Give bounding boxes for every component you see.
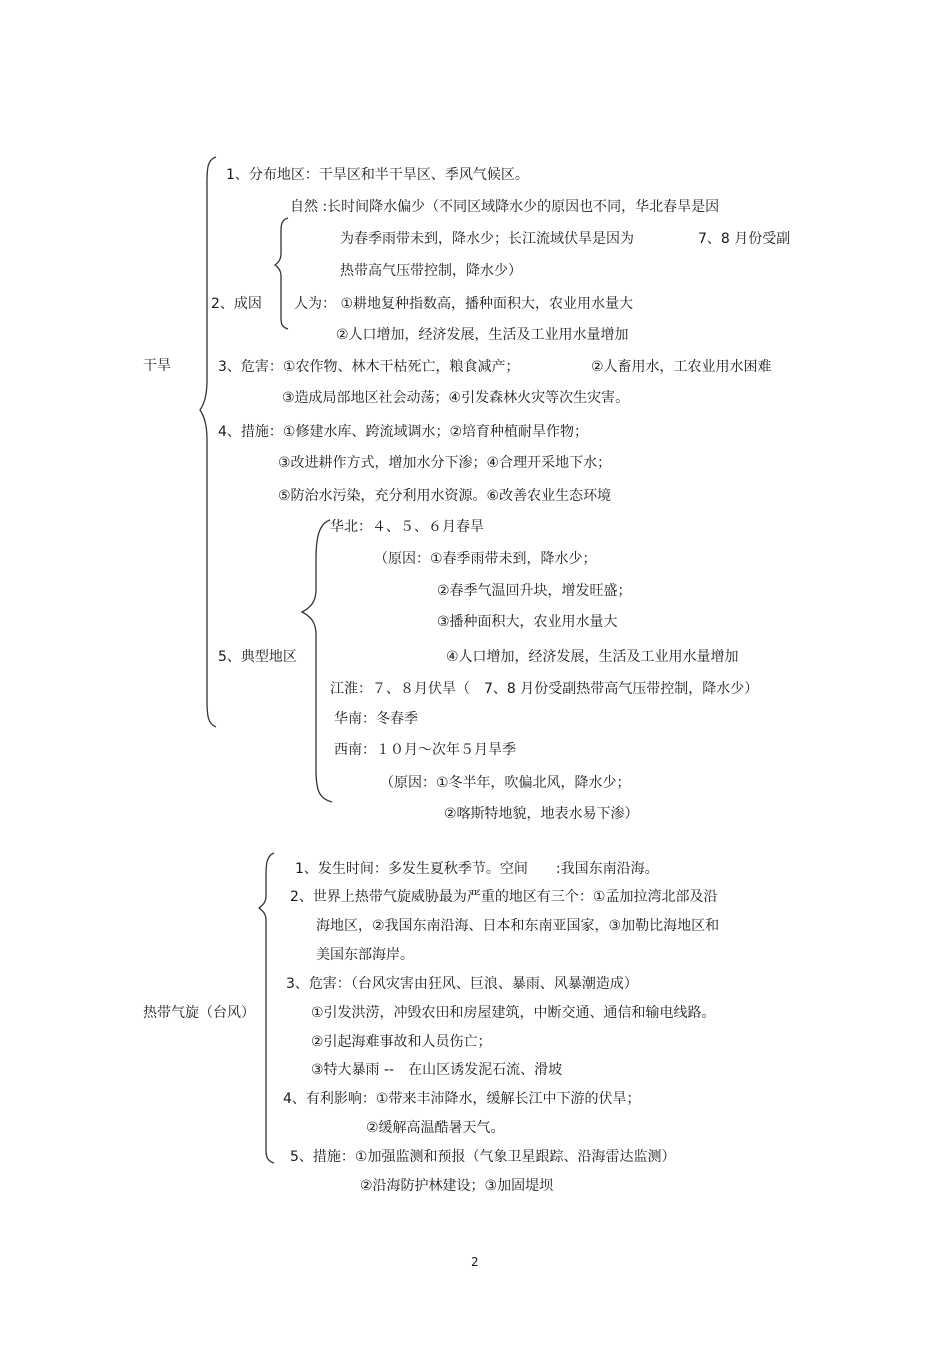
typhoon-measure-line1: 5、措施：①加强监测和预报（气象卫星跟踪、沿海雷达监测） [290, 1149, 676, 1165]
page-number: 2 [471, 1255, 479, 1269]
drought-harm-line1b: ②人畜用水，工农业用水困难 [591, 359, 772, 375]
drought-region-label: 5、典型地区 [218, 649, 297, 665]
typhoon-world-line1: 2、世界上热带气旋威胁最为严重的地区有三个：①孟加拉湾北部及沿 [290, 889, 718, 905]
drought-nature-line1: 自然 :长时间降水偏少（不同区域降水少的原因也不同，华北春旱是因 [290, 199, 720, 215]
typhoon-title: 热带气旋（台风） [143, 1005, 255, 1021]
typhoon-time-line: 1、发生时间：多发生夏秋季节。空间 :我国东南沿海。 [295, 861, 659, 877]
typhoon-measure-line2: ②沿海防护林建设；③加固堤坝 [360, 1178, 554, 1194]
cause-brace [275, 218, 288, 329]
drought-jianghuai-line: 江淮：７、８月伏旱（ 7、8 月份受副热带高气压带控制，降水少） [330, 681, 759, 697]
drought-south-line: 华南：冬春季 [334, 711, 418, 727]
drought-north-reason3: ③播种面积大，农业用水量大 [437, 614, 618, 630]
drought-north-line: 华北：４、５、６月春旱 [330, 519, 484, 535]
typhoon-brace [259, 853, 274, 1163]
typhoon-harm3: ③特大暴雨 -- 在山区诱发泥石流、滑坡 [311, 1062, 563, 1078]
drought-human-line1: 人为： ①耕地复种指数高，播种面积大，农业用水量大 [294, 296, 633, 312]
typhoon-harm2: ②引起海难事故和人员伤亡； [311, 1034, 492, 1050]
drought-nature-line3: 热带高气压带控制，降水少） [340, 263, 522, 279]
drought-southwest-reason2: ②喀斯特地貌，地表水易下渗） [444, 806, 639, 822]
region-brace [302, 520, 332, 802]
drought-nature-line2b: 7、8 月份受副 [698, 231, 791, 247]
drought-human-line2: ②人口增加，经济发展，生活及工业用水量增加 [336, 327, 629, 343]
typhoon-world-line2: 海地区，②我国东南沿海、日本和东南亚国家，③加勒比海地区和 [316, 918, 720, 934]
drought-harm-line1a: 3、危害：①农作物、林木干枯死亡，粮食减产； [218, 359, 520, 375]
drought-north-reason4: ④人口增加，经济发展，生活及工业用水量增加 [446, 649, 739, 665]
typhoon-harm-line: 3、危害：（台风灾害由狂风、巨浪、暴雨、风暴潮造成） [286, 976, 638, 992]
drought-title: 干旱 [143, 358, 171, 374]
drought-main-brace [200, 157, 216, 727]
typhoon-benefit-line1: 4、有利影响：①带来丰沛降水，缓解长江中下游的伏旱； [283, 1091, 641, 1107]
typhoon-harm1: ①引发洪涝，冲毁农田和房屋建筑，中断交通、通信和输电线路。 [311, 1005, 716, 1021]
drought-southwest-reason1: （原因：①冬半年，吹偏北风，降水少； [380, 775, 631, 791]
typhoon-world-line3: 美国东部海岸。 [316, 947, 414, 963]
drought-north-reason1: （原因：①春季雨带未到，降水少； [374, 551, 597, 567]
drought-distribution: 1、分布地区：干旱区和半干旱区、季风气候区。 [226, 167, 529, 183]
drought-measure-line3: ⑤防治水污染，充分利用水资源。⑥改善农业生态环境 [278, 488, 612, 504]
drought-southwest-line: 西南：１０月～次年５月旱季 [334, 742, 516, 758]
typhoon-benefit-line2: ②缓解高温酷暑天气。 [366, 1120, 505, 1136]
drought-measure-line2: ③改进耕作方式，增加水分下渗；④合理开采地下水； [278, 455, 612, 471]
drought-harm-line2: ③造成局部地区社会动荡；④引发森林火灾等次生灾害。 [282, 390, 630, 406]
drought-north-reason2: ②春季气温回升块，增发旺盛； [437, 583, 632, 599]
drought-cause-label: 2、成因 [211, 296, 262, 312]
drought-nature-line2a: 为春季雨带未到，降水少；长江流域伏旱是因为 [340, 231, 634, 247]
drought-measure-line1: 4、措施：①修建水库、跨流域调水；②培育种植耐旱作物； [218, 424, 589, 440]
